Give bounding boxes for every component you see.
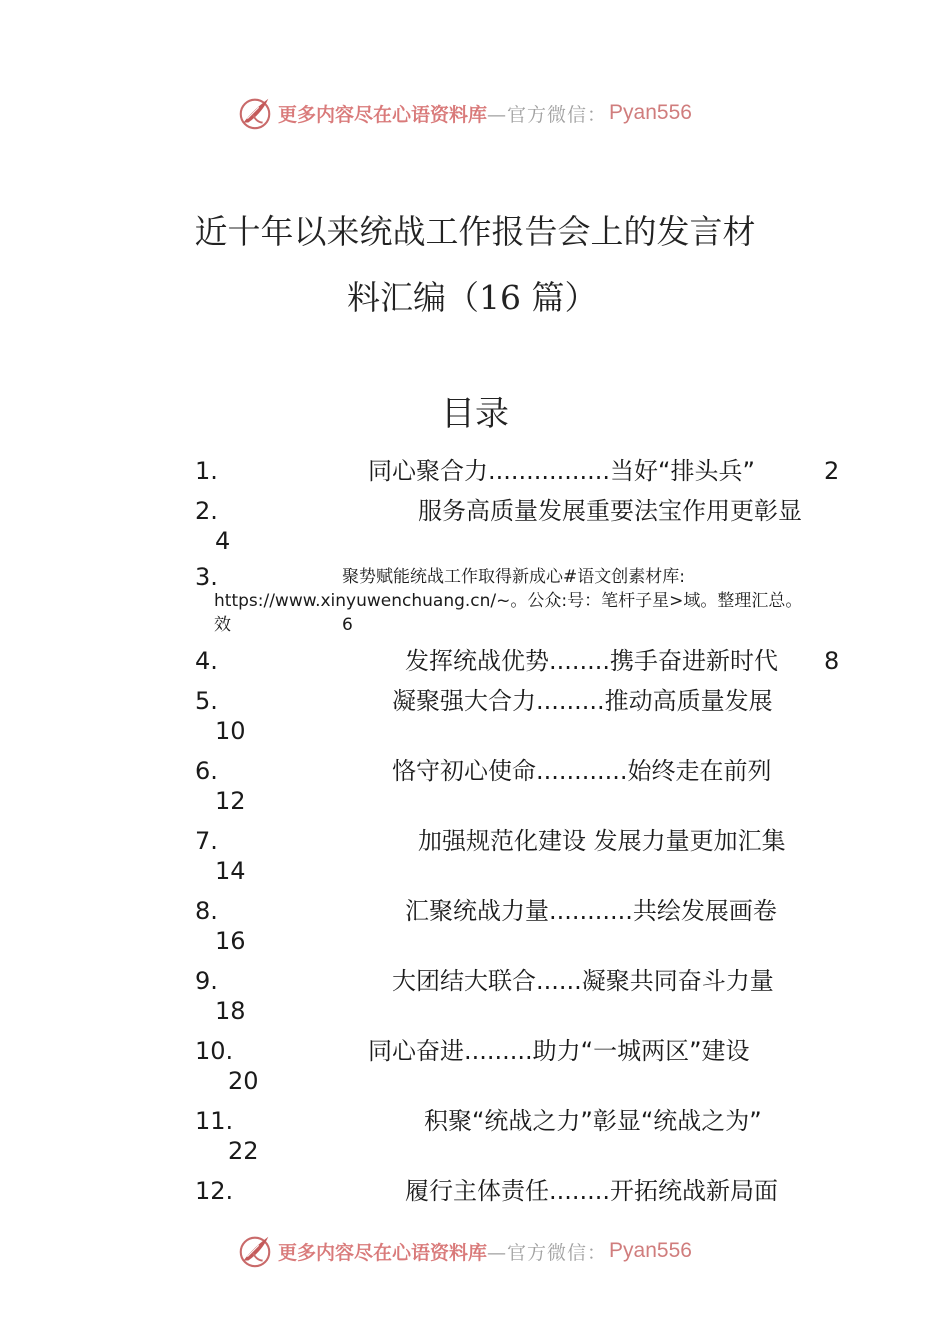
quill-logo-icon: [236, 94, 274, 132]
toc-item-number: 7.: [195, 827, 218, 855]
banner-official-text: —官方微信：: [487, 103, 608, 126]
toc-item-title: 加强规范化建设 发展力量更加汇集: [418, 827, 786, 855]
toc-item-page: 16: [215, 927, 246, 955]
banner-wechat-id: Pyan556: [609, 1239, 692, 1262]
toc-item-page: 22: [228, 1137, 259, 1165]
toc-item-title: 汇聚统战力量...........共绘发展画卷: [405, 897, 777, 925]
toc-item-number: 10.: [195, 1037, 234, 1065]
toc-item-title: 履行主体责任........开拓统战新局面: [405, 1177, 779, 1205]
toc-item-title-line3: 效: [214, 615, 231, 635]
banner-main-text: 更多内容尽在心语资料库: [278, 1241, 488, 1264]
toc-item-page: 2: [824, 457, 840, 485]
toc-item-number: 12.: [195, 1177, 234, 1205]
toc-item-title: 凝聚强大合力.........推动高质量发展: [392, 687, 773, 715]
quill-logo-icon: [236, 1232, 274, 1270]
toc-item-number: 5.: [195, 687, 218, 715]
toc-item-page: 10: [215, 717, 246, 745]
toc-item-number: 6.: [195, 757, 218, 785]
toc-item-title: 同心聚合力................当好“排头兵”: [368, 457, 755, 485]
toc-item-page: 14: [215, 857, 246, 885]
document-title-line1: 近十年以来统战工作报告会上的发言材: [194, 212, 756, 251]
toc-item-page: 18: [215, 997, 246, 1025]
document-title-line2-text: 料汇编（16 篇）: [347, 278, 598, 317]
banner-wechat-id: Pyan556: [609, 101, 692, 124]
toc-item-title: 同心奋进.........助力“一城两区”建设: [368, 1037, 750, 1065]
toc-item-page: 8: [824, 647, 840, 675]
banner-official-text: —官方微信：: [487, 1241, 608, 1264]
toc-item-title: 聚势赋能统战工作取得新成心#语文创素材库:: [342, 567, 685, 587]
toc-item-title: 发挥统战优势........携手奋进新时代: [405, 647, 779, 675]
toc-item-title: 积聚“统战之力”彰显“统战之为”: [424, 1107, 762, 1135]
toc-item-title: 大团结大联合......凝聚共同奋斗力量: [392, 967, 774, 995]
toc-item-title-line2: https://www.xinyuwenchuang.cn/~。公众:号：笔杆子星>域。整理汇总。: [214, 591, 803, 611]
toc-item-number: 11.: [195, 1107, 234, 1135]
toc-item-page: 4: [215, 527, 231, 555]
toc-item-page: 20: [228, 1067, 259, 1095]
toc-item-number: 8.: [195, 897, 218, 925]
toc-heading: 目录: [441, 394, 509, 434]
toc-item-number: 4.: [195, 647, 218, 675]
toc-item-number: 2.: [195, 497, 218, 525]
header-banner: [236, 93, 736, 133]
toc-item-number: 9.: [195, 967, 218, 995]
toc-item-number: 1.: [195, 457, 218, 485]
toc-item-page: 12: [215, 787, 246, 815]
toc-item-title: 服务高质量发展重要法宝作用更彰显: [418, 497, 802, 525]
banner-main-text: 更多内容尽在心语资料库: [278, 103, 488, 126]
toc-item-page: 6: [342, 615, 353, 635]
toc-item-number: 3.: [195, 563, 218, 591]
footer-banner: [236, 1231, 736, 1271]
toc-item-title: 恪守初心使命............始终走在前列: [392, 757, 772, 785]
